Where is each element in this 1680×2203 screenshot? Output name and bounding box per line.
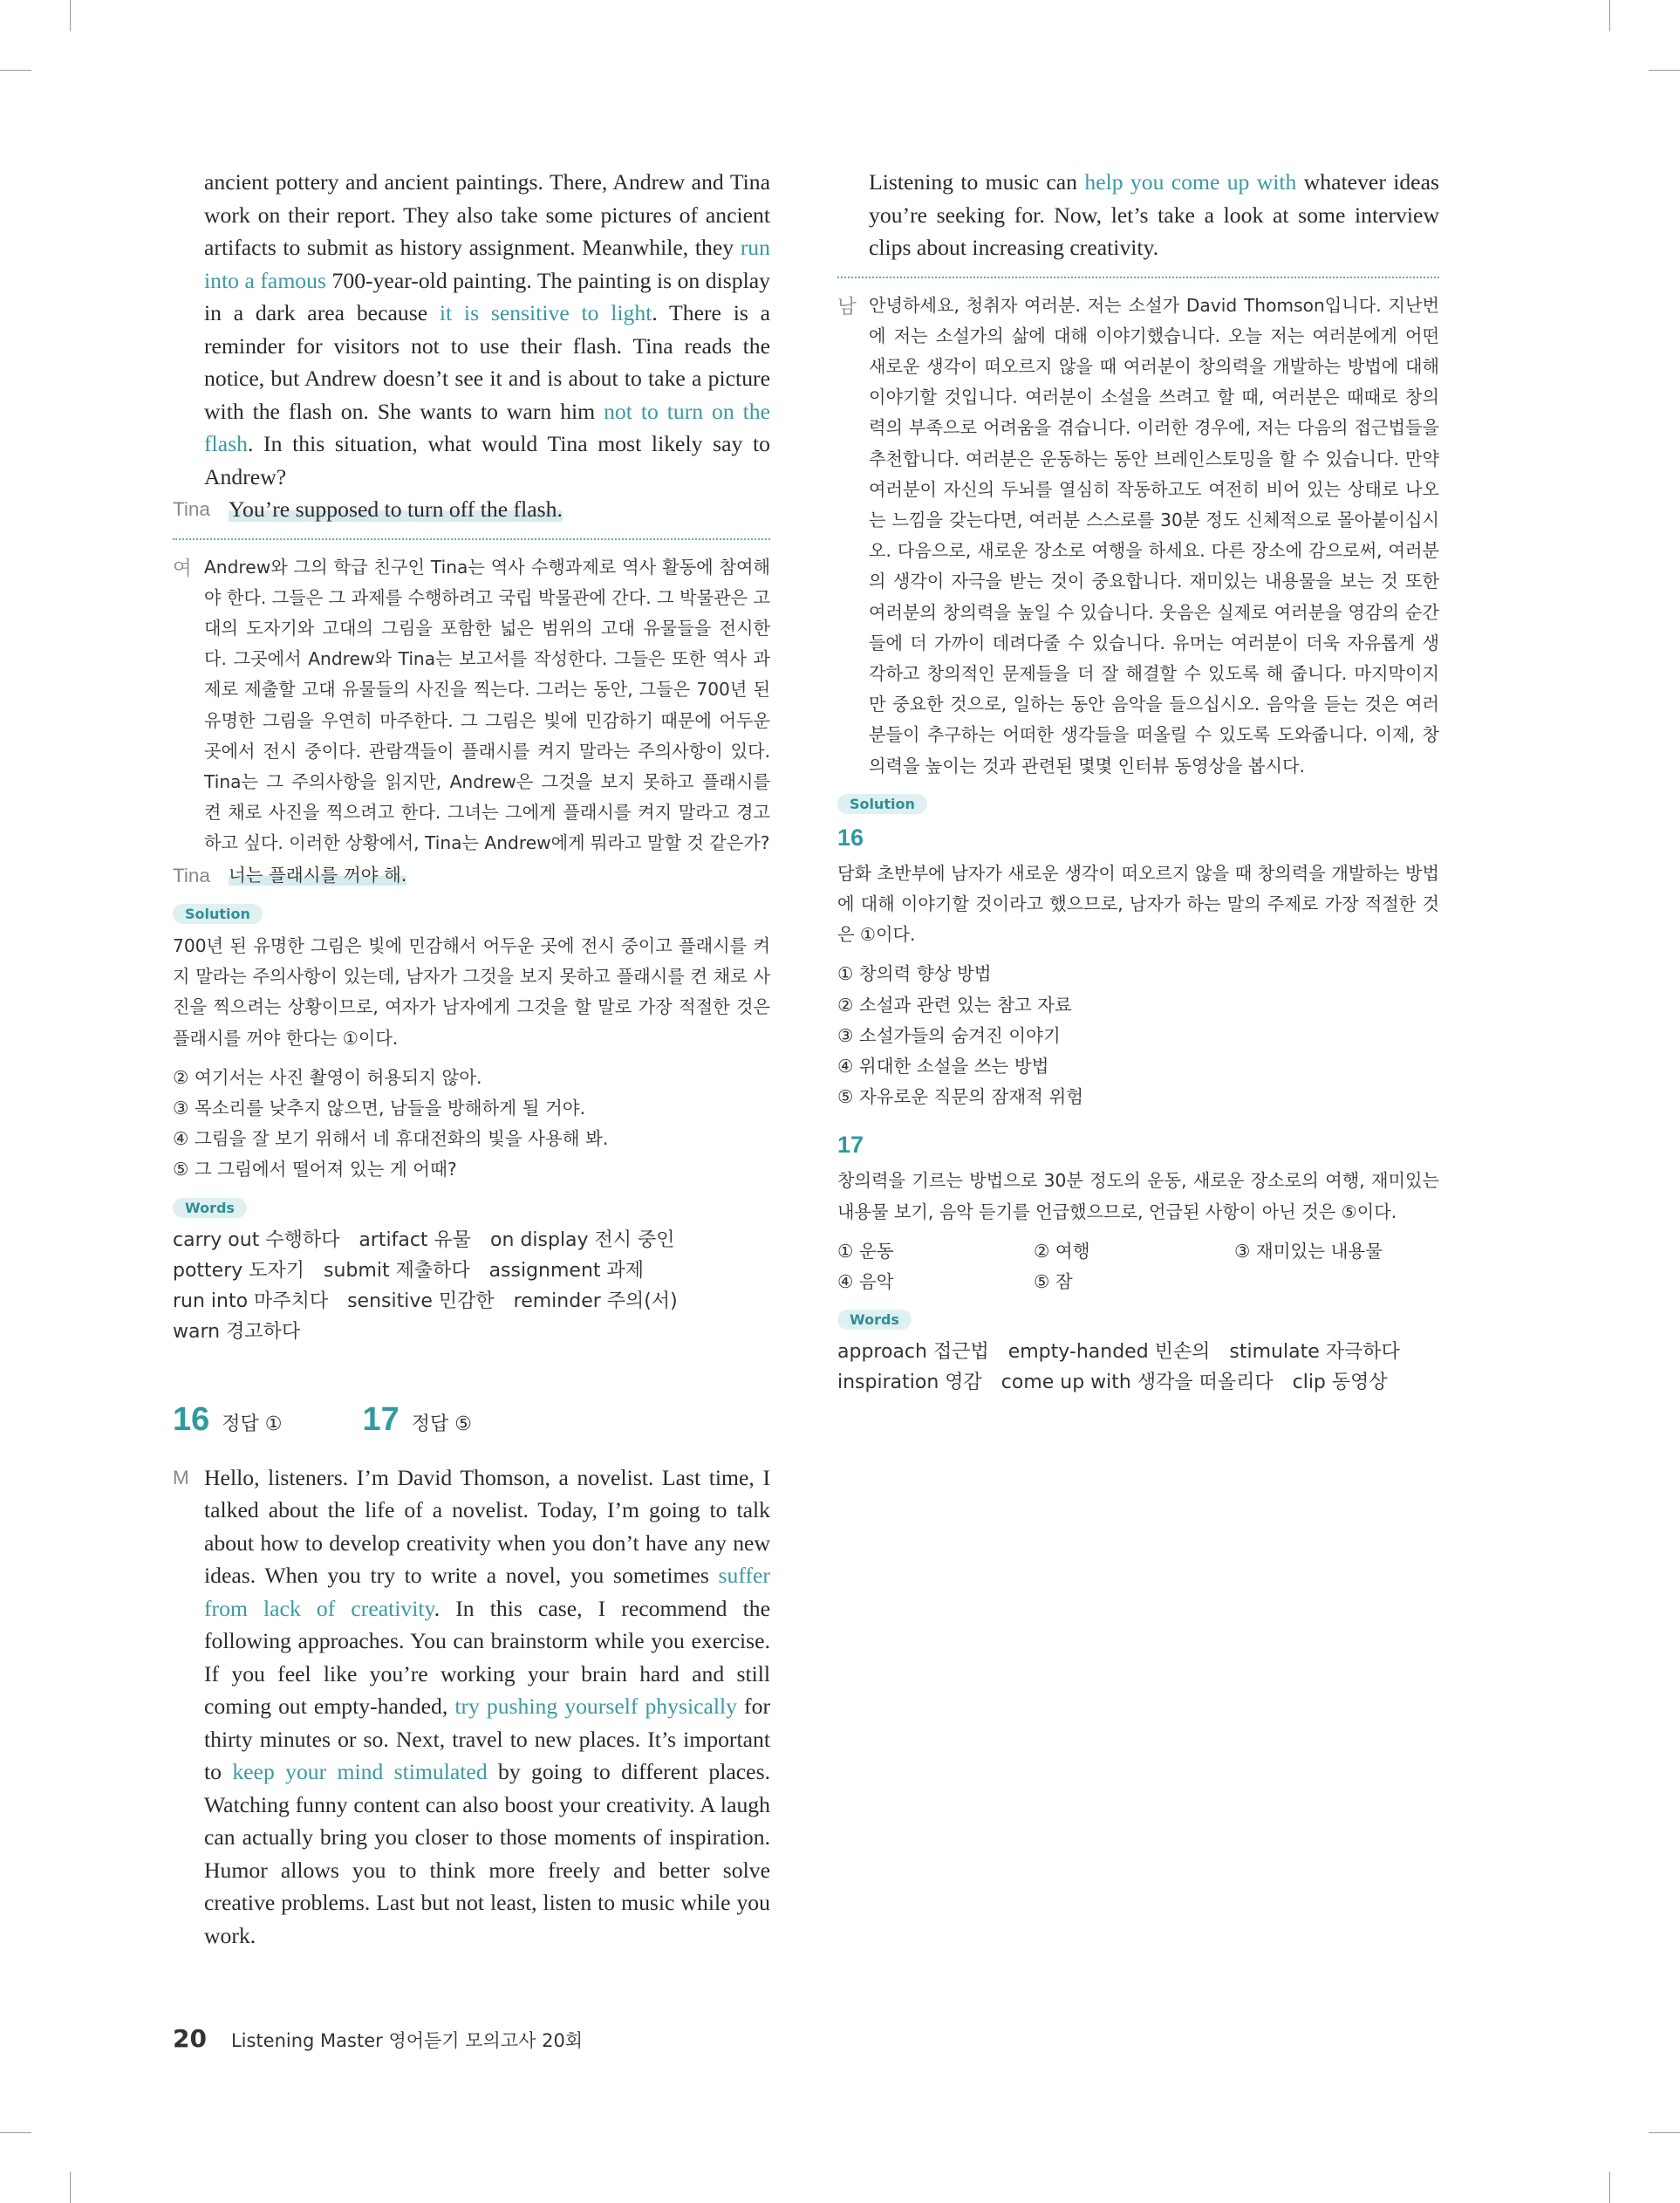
script-continuation [173,166,770,493]
speaker-label: 남 [837,295,857,318]
text-segment: . In this situation, what would Tina most likely say to Andrew? [204,431,770,489]
tina-line [173,493,770,526]
korean-translation [837,291,1439,782]
solution-text: 창의력을 기르는 방법으로 30분 정도의 운동, 새로운 장소로의 여행, 재미있는 내용물 보기, 음악 듣기를 언급했으므로, 언급된 사항이 아닌 것은 ⑤이다. [837,1170,1439,1222]
words-badge: Words [173,1198,247,1218]
vocab-item: empty-handed 빈손의 [1007,1341,1211,1364]
crop-mark [1609,2172,1610,2203]
vocabulary-list [837,1337,1439,1398]
vocab-item: reminder 주의(서) [513,1290,678,1312]
highlighted-phrase: help you come up with [1084,169,1297,195]
script-continuation [837,166,1439,264]
m-script [173,1461,770,1953]
option-item: ⑤ 그 그림에서 떨어져 있는 게 어때? [173,1159,457,1180]
vocab-item: warn 경고하다 [173,1320,301,1343]
korean-tina-line [173,859,770,893]
answer-label: 정답 ① [222,1413,283,1435]
highlighted-phrase: not to turn on the flash [204,398,770,456]
option-list [173,1063,770,1186]
option-item: ③ 목소리를 낮추지 않으면, 남들을 방해하게 될 거야. [173,1098,586,1119]
vocab-item: artifact 유물 [359,1228,472,1251]
text-segment: 700-year-old painting. The painting is on display in a dark area because [204,267,770,325]
book-title: Listening Master 영어듣기 모의고사 20회 [230,2030,584,2051]
text-segment: whatever ideas you’re seeking for. Now, let’s take a look at some interview clips about increasing creativity. [869,169,1439,260]
speaker-label: 여 [173,557,192,579]
text-segment: Hello, listeners. I’m David Thomson, a novelist. Last time, I talked about the life of a novelist. Today, I’m going to talk about how to develop creativity when you don’t have any new ideas. When you try to write a novel, you sometimes [204,1464,770,1589]
translation-text: 안녕하세요, 청취자 여러분. 저는 소설가 David Thomson입니다. 지난번에 저는 소설가의 삶에 대해 이야기했습니다. 오늘 저는 여러분에게 어떤 새로운 생각이 떠오르지 않을 때 여러분이 창의력을 개발하는 방법에 대해 이야기할 것입니다. 여러분이 소설을 쓰려고 할 때, 여러분은 때때로 창의력의 부족으로 어려움을 겪습니다. 이러한 경우에, 저는 다음의 접근법들을 추천합니다. 여러분은 운동하는 동안 브레인스토밍을 할 수 있습니다. 만약 여러분이 자신의 두뇌를 열심히 작동하고도 여전히 비어 있는 상태로 나오는 느낌을 갖는다면, 여러분 스스로를 30분 정도 신체적으로 몰아붙이십시오. 다음으로, 새로운 장소로 여행을 하세요. 다른 장소에 감으로써, 여러분의 생각이 자극을 받는 것이 중요합니다. 재미있는 내용물을 보는 것 또한 여러분의 창의력을 높일 수 있습니다. 웃음은 실제로 여러분을 영감의 순간들에 더 가까이 데려다줄 수 있습니다. 유머는 여러분이 더욱 자유롭게 생각하고 창의적인 문제들을 더 잘 해결할 수 있도록 해 줍니다. 마지막이지만 중요한 것으로, 일하는 동안 음악을 들으십시오. 음악을 듣는 것은 여러분들이 추구하는 어떠한 생각들을 떠올릴 수 있도록 도와줍니다. 이제, 창의력을 높이는 것과 관련된 몇몇 인터뷰 동영상을 봅시다. [869,294,1439,777]
divider [837,277,1439,278]
text-segment: Listening to music can [869,169,1085,195]
crop-mark [0,70,31,71]
divider [173,538,770,540]
vocabulary-list [173,1225,770,1347]
highlighted-phrase: run into a famous [204,235,770,293]
option-item: ② 소설과 관련 있는 참고 자료 [837,994,1072,1016]
crop-mark [0,2132,31,2133]
question-number: 17 [837,1132,864,1159]
speaker-label: M [173,1466,189,1488]
crop-mark [70,0,71,31]
solution-text: 700년 된 유명한 그림은 빛에 민감해서 어두운 곳에 전시 중이고 플래시를 켜지 말라는 주의사항이 있는데, 남자가 그것을 보지 못하고 플래시를 켠 채로 사진을 찍으려는 상황이므로, 여자가 남자에게 그것을 할 말로 가장 적절한 것은 플래시를 꺼야 한다는 ①이다. [173,935,770,1049]
option-list [837,1236,1439,1297]
highlighted-phrase: try pushing yourself physically [454,1693,738,1720]
highlighted-phrase: keep your mind stimulated [232,1759,488,1785]
vocab-item: approach 접근법 [837,1341,989,1364]
option-item: ③ 소설가들의 숨겨진 이야기 [837,1024,1061,1046]
option-item: ④ 그림을 잘 보기 위해서 네 휴대전화의 빛을 사용해 봐. [173,1128,609,1150]
vocab-item: sensitive 민감한 [347,1290,495,1312]
crop-mark [1609,0,1610,31]
speaker-label: Tina [173,498,210,520]
option-item: ⑤ 자유로운 직문의 잠재적 위험 [837,1086,1084,1108]
vocab-item: inspiration 영감 [837,1372,982,1394]
option-item: ② 여행 [1034,1240,1090,1262]
answer-line: You’re supposed to turn off the flash. [229,496,563,522]
script-text [204,1461,770,1953]
right-column [837,166,1439,1398]
vocab-item: on display 전시 중인 [490,1228,675,1251]
text-segment: for thirty minutes or so. Next, travel to new places. It’s important to [204,1693,771,1785]
option-item: ② 여기서는 사진 촬영이 허용되지 않아. [173,1066,482,1088]
option-item: ① 창의력 향상 방법 [837,963,992,985]
vocab-item: clip 동영상 [1292,1372,1388,1394]
answer-header [173,1401,770,1439]
text-segment: . In this case, I recommend the following approaches. You can brainstorm while you exercise. If you feel like you’re working your brain hard and still coming out empty-handed, [204,1595,770,1720]
option-item: ③ 재미있는 내용물 [1234,1240,1383,1262]
solution-badge: Solution [837,794,927,814]
answer-line: 너는 플래시를 꺼야 해. [229,864,407,886]
option-item: ⑤ 잠 [1034,1270,1073,1292]
option-item: ④ 음악 [837,1270,894,1292]
highlighted-phrase: suffer from lack of creativity [204,1563,770,1621]
question-number: 17 [362,1400,400,1438]
option-item: ④ 위대한 소설을 쓰는 방법 [837,1055,1049,1077]
translation-text: Andrew와 그의 학급 친구인 Tina는 역사 수행과제로 역사 활동에 참여해야 한다. 그들은 그 과제를 수행하려고 국립 박물관에 간다. 그 박물관은 고대의 도자기와 고대의 그림을 포함한 넓은 범위의 고대 유물들을 전시한다. 그곳에서 Andrew와 Tina는 보고서를 작성한다. 그들은 또한 역사 과제로 제출할 고대 유물들의 사진을 찍는다. 그러는 동안, 그들은 700년 된 유명한 그림을 우연히 마주한다. 그 그림은 빛에 민감하기 때문에 어두운 곳에서 전시 중이다. 관람객들이 플래시를 켜지 말라는 주의사항이 있다. Tina는 그 주의사항을 읽지만, Andrew은 그것을 보지 못하고 플래시를 켠 채로 사진을 찍으려고 한다. 그녀는 그에게 플래시를 켜지 말라고 경고하고 싶다. 이러한 상황에서, Tina는 Andrew에게 뭐라고 말할 것 같은가? [204,556,770,854]
vocab-item: run into 마주치다 [173,1290,329,1312]
solution-badge: Solution [173,904,263,924]
page-footer [173,2024,583,2053]
question-number: 16 [837,824,864,851]
highlighted-phrase: it is sensitive to light [439,300,652,325]
text-segment: ancient pottery and ancient paintings. There, Andrew and Tina work on their report. They also take some pictures of ancient artifacts to submit as history assignment. Meanwhile, they [204,169,770,260]
text-segment: by going to different places. Watching funny content can also boost your creativity. A laugh can actually bring you closer to those moments of inspiration. Humor allows you to think more freely and better solve creative problems. Last but not least, listen to music while you work. [204,1759,771,1948]
option-item: ① 운동 [837,1240,894,1262]
option-list [837,959,1439,1112]
crop-mark [1649,70,1680,71]
words-badge: Words [837,1310,912,1330]
speaker-label: Tina [173,864,210,886]
solution-text: 담화 초반부에 남자가 새로운 생각이 떠오르지 않을 때 창의력을 개발하는 방법에 대해 이야기할 것이라고 했으므로, 남자가 하는 말의 주제로 가장 적절한 것은 ①이다. [837,862,1439,946]
vocab-item: carry out 수행하다 [173,1228,340,1251]
answer-label: 정답 ⑤ [411,1413,473,1435]
korean-translation [173,552,770,859]
text-segment: . There is a reminder for visitors not to use their flash. Tina reads the notice, but Andrew doesn’t see it and is about to take a picture with the flash on. She wants to warn him [204,300,770,424]
crop-mark [70,2172,71,2203]
question-number: 16 [173,1400,210,1438]
page-number: 20 [173,2024,207,2053]
crop-mark [1649,2132,1680,2133]
vocab-item: stimulate 자극하다 [1229,1341,1400,1364]
vocab-item: pottery 도자기 [173,1259,305,1282]
vocab-item: assignment 과제 [488,1259,645,1282]
vocab-item: submit 제출하다 [324,1259,470,1282]
vocab-item: come up with 생각을 떠올리다 [1000,1372,1274,1394]
left-column [173,166,770,1952]
